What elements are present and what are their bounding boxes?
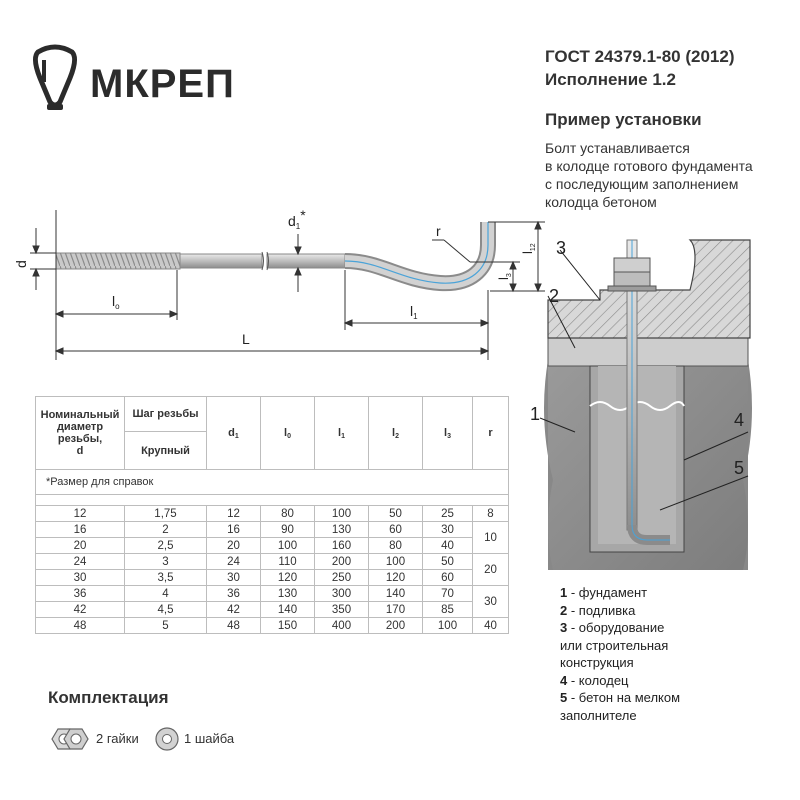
cell: 160: [315, 538, 369, 554]
install-desc-line: с последующим заполнением: [545, 176, 739, 192]
cell-r: 40: [473, 618, 509, 634]
cell: 24: [207, 554, 261, 570]
cell: 130: [261, 586, 315, 602]
kit-nuts-label: 2 гайки: [96, 731, 139, 746]
table-row: [36, 554, 509, 570]
cell: 140: [369, 586, 423, 602]
callout-4: 4: [734, 410, 745, 430]
dim-L-label: L: [242, 331, 250, 347]
dim-d-label: d: [13, 260, 29, 268]
legend-item: конструкция: [560, 655, 634, 670]
cell: 1,75: [125, 506, 207, 522]
cell: 100: [315, 506, 369, 522]
cell: 3,5: [125, 570, 207, 586]
dim-d1-label: $d_1*$: [288, 207, 306, 231]
cell: 24: [36, 554, 125, 570]
table-row: [36, 538, 509, 554]
cell: 20: [36, 538, 125, 554]
cell: 42: [207, 602, 261, 618]
cell: 3: [125, 554, 207, 570]
header-r: r: [473, 397, 509, 470]
cell-r: 8: [473, 506, 509, 522]
nuts-icon: [48, 724, 92, 754]
cell: 120: [369, 570, 423, 586]
legend-item: или строительная: [560, 637, 669, 653]
cell: 50: [369, 506, 423, 522]
header-nominal: [36, 397, 125, 470]
cell: 60: [423, 570, 473, 586]
cell: 2: [125, 522, 207, 538]
header-pitch: Шаг резьбы: [125, 397, 207, 432]
cell: 5: [125, 618, 207, 634]
cell: 16: [207, 522, 261, 538]
header-l3: $l_3$: [423, 397, 473, 470]
cell: 120: [261, 570, 315, 586]
cell: 30: [207, 570, 261, 586]
cell: 36: [36, 586, 125, 602]
cell: 30: [36, 570, 125, 586]
cell: 50: [423, 554, 473, 570]
table-row: [36, 570, 509, 586]
header-l1: $l_1$: [315, 397, 369, 470]
cell-r: 30: [473, 586, 509, 618]
cell: 80: [369, 538, 423, 554]
cell: 110: [261, 554, 315, 570]
cell: 85: [423, 602, 473, 618]
header-nominal-line: Номинальный: [40, 409, 120, 421]
cell: 90: [261, 522, 315, 538]
cell: 48: [36, 618, 125, 634]
table-row: [36, 506, 509, 522]
legend-item: 3 - оборудование: [560, 620, 665, 635]
dim-l3-label: $l_3$: [496, 273, 513, 280]
callout-3: 3: [556, 238, 567, 258]
washer-icon: [154, 726, 180, 752]
cell: 300: [315, 586, 369, 602]
nut: [614, 272, 650, 286]
cell: 25: [423, 506, 473, 522]
install-title: Пример установки: [545, 110, 702, 129]
cell: 250: [315, 570, 369, 586]
cell: 60: [369, 522, 423, 538]
cell: 16: [36, 522, 125, 538]
legend-item: 5 - бетон на мелком: [560, 690, 681, 705]
cell: 48: [207, 618, 261, 634]
table-row: [36, 522, 509, 538]
kit-title: Комплектация: [48, 688, 169, 707]
dim-l12-label: $l_{12}$: [520, 243, 537, 254]
callout-5: 5: [734, 458, 745, 478]
cell: 100: [261, 538, 315, 554]
cell: 80: [261, 506, 315, 522]
cell: 12: [207, 506, 261, 522]
cell: 400: [315, 618, 369, 634]
legend-item: 4 - колодец: [560, 672, 629, 688]
callout-1: 1: [530, 404, 541, 424]
cell: 70: [423, 586, 473, 602]
cell: 140: [261, 602, 315, 618]
cell: 20: [207, 538, 261, 554]
cell: 100: [423, 618, 473, 634]
table-row: [36, 618, 509, 634]
install-desc-line: Болт устанавливается: [545, 140, 690, 156]
washer: [608, 286, 656, 291]
table-note: *Размер для справок: [36, 470, 509, 495]
header-nominal-line: резьбы,: [57, 433, 103, 445]
cell: 170: [369, 602, 423, 618]
cell: 200: [315, 554, 369, 570]
cell: 36: [207, 586, 261, 602]
cell: 30: [423, 522, 473, 538]
header-d1: $d_1$: [207, 397, 261, 470]
cell: 350: [315, 602, 369, 618]
grout-layer: [548, 338, 748, 366]
dim-l1-label: $l_1$: [410, 303, 418, 321]
header-nominal-line: d: [76, 445, 84, 457]
callout-2: 2: [549, 286, 560, 306]
cell: 40: [423, 538, 473, 554]
cell: 4,5: [125, 602, 207, 618]
cell: 4: [125, 586, 207, 602]
install-desc-line: в колодце готового фундамента: [545, 158, 753, 174]
cell: 200: [369, 618, 423, 634]
legend: [560, 584, 680, 724]
header-l0: $l_0$: [261, 397, 315, 470]
kit-washer-label: 1 шайба: [184, 731, 235, 746]
standard-title: ГОСТ 24379.1-80 (2012): [545, 47, 735, 66]
header-pitch-coarse: Крупный: [125, 432, 207, 470]
legend-item: 2 - подливка: [560, 602, 636, 618]
legend-item: заполнителе: [560, 707, 637, 723]
version-title: Исполнение 1.2: [545, 70, 676, 89]
cell: 130: [315, 522, 369, 538]
cell: 12: [36, 506, 125, 522]
header-l2: $l_2$: [369, 397, 423, 470]
brand-name: МКРЕП: [90, 62, 235, 106]
table-row: [36, 586, 509, 602]
nut: [614, 258, 650, 272]
dim-l0-label: $l_o$: [112, 293, 120, 311]
cell-r: 20: [473, 554, 509, 586]
cell-r: 10: [473, 522, 509, 554]
dim-r-label: r: [436, 223, 441, 239]
table-row: [36, 602, 509, 618]
cell: 150: [261, 618, 315, 634]
cell: 100: [369, 554, 423, 570]
cell: 42: [36, 602, 125, 618]
spec-table: [35, 396, 509, 634]
legend-item: 1 - фундамент: [560, 585, 648, 600]
header-nominal-line: диаметр: [56, 421, 104, 433]
cell: 2,5: [125, 538, 207, 554]
install-desc-line: колодца бетоном: [545, 194, 657, 210]
